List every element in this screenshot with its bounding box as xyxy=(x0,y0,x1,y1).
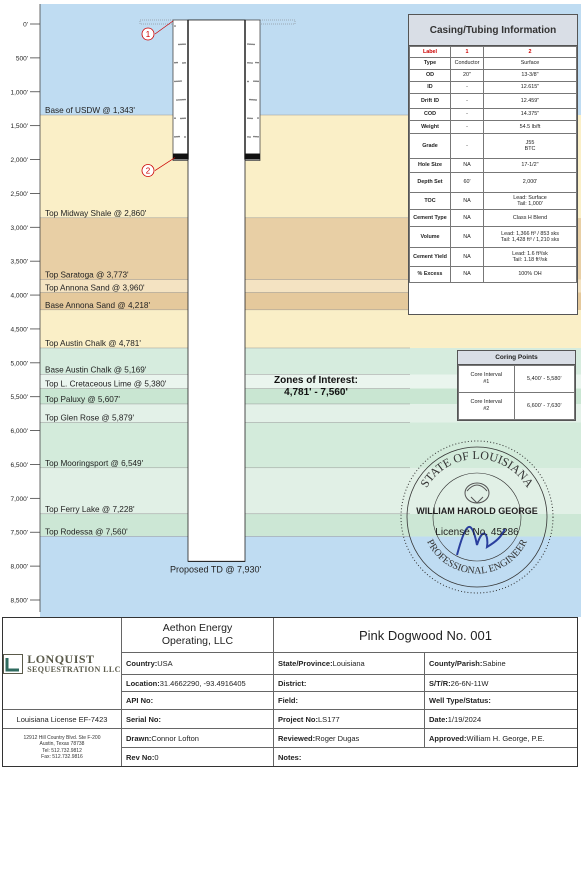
title-block-field xyxy=(122,675,274,692)
field-label: Drawn: xyxy=(126,733,152,743)
casing-col2-value: Lead: Surface Tail: 1,000' xyxy=(484,193,577,210)
coring-points-panel xyxy=(457,350,576,421)
field-label: Reviewed: xyxy=(278,733,316,743)
coring-interval-value: 5,400' - 5,580' xyxy=(514,366,574,393)
field-label: District: xyxy=(278,678,307,688)
zones-of-interest xyxy=(256,375,376,399)
cement-speck xyxy=(253,80,255,82)
casing-row-label: Hole Size xyxy=(410,159,451,173)
formation-label: Top Glen Rose @ 5,879' xyxy=(45,413,135,423)
logo-line1: LONQUIST xyxy=(27,652,95,666)
field-value: Sabine xyxy=(482,659,506,668)
field-label: Approved: xyxy=(429,733,467,743)
depth-tick-label: 4,000' xyxy=(10,292,28,300)
casing-col2-value: 100% OH xyxy=(484,267,577,283)
casing-panel-title: Casing/Tubing Information xyxy=(409,15,577,46)
casing-row-label: Type xyxy=(410,58,451,70)
seal-inner-ring xyxy=(433,473,521,561)
casing-row-label: ID xyxy=(410,82,451,94)
casing-shoe-left xyxy=(173,154,188,160)
cement-speck xyxy=(247,117,249,119)
cement-speck xyxy=(247,136,249,138)
casing-col2-value: 17-1/2" xyxy=(484,159,577,173)
field-label: Date: xyxy=(429,714,448,724)
address-line: 12912 Hill Country Blvd. Ste F-200 xyxy=(23,735,101,741)
cement-speck xyxy=(253,44,255,46)
casing-table xyxy=(409,46,577,283)
casing-row xyxy=(410,267,577,283)
field-label: Rev No: xyxy=(126,752,155,762)
cement-speck xyxy=(251,62,253,64)
seal-license-number: License No. 45286 xyxy=(435,527,519,538)
seal-state-text: STATE OF LOUISIANA xyxy=(417,447,537,490)
title-block-field xyxy=(425,729,577,748)
casing-row xyxy=(410,227,577,248)
casing-row xyxy=(410,58,577,70)
field-value: 26-6N-11W xyxy=(450,678,489,688)
title-block-field xyxy=(274,748,577,766)
coring-panel-title: Coring Points xyxy=(458,351,575,365)
casing-col2-value: 2,000' xyxy=(484,173,577,193)
marker-label: 1 xyxy=(145,30,151,39)
coring-interval-label: Core Interval #2 xyxy=(459,393,515,420)
title-block-field xyxy=(274,692,425,710)
cement-speck xyxy=(255,136,257,138)
coring-row xyxy=(459,366,575,393)
logo-line2: SEQUESTRATION LLC xyxy=(27,664,121,674)
casing-row xyxy=(410,248,577,267)
field-label: County/Parish: xyxy=(429,659,483,668)
casing-col1-value: - xyxy=(451,82,484,94)
zones-range: 4,781' - 7,560' xyxy=(284,387,348,398)
casing-col2-value: 54.5 lb/ft xyxy=(484,121,577,134)
depth-tick-label: 1,000' xyxy=(10,89,28,97)
casing-row xyxy=(410,82,577,94)
coring-table xyxy=(458,365,575,420)
cement-speck xyxy=(255,80,257,82)
marker-label: 2 xyxy=(145,166,151,176)
casing-col1-value: - xyxy=(451,134,484,159)
cement-speck xyxy=(178,99,180,101)
title-block-field xyxy=(274,675,425,692)
company-name: Aethon Energy Operating, LLC xyxy=(122,618,274,653)
formation-label: Base Austin Chalk @ 5,169' xyxy=(45,365,147,375)
casing-row xyxy=(410,173,577,193)
cement-speck xyxy=(182,118,184,120)
casing-row xyxy=(410,193,577,210)
casing-row-label: % Excess xyxy=(410,267,451,283)
casing-shoe-right xyxy=(245,154,260,160)
cement-speck xyxy=(257,136,259,138)
title-block-field xyxy=(122,748,274,766)
casing-col2-value: Class H Blend xyxy=(484,210,577,227)
cement-speck xyxy=(251,43,253,45)
field-value: Connor Lofton xyxy=(151,733,199,743)
casing-row-label: Grade xyxy=(410,134,451,159)
cement-speck xyxy=(176,99,178,101)
field-value: 31.4662290, -93.4916405 xyxy=(159,678,246,688)
cement-speck xyxy=(182,99,184,101)
title-block-field xyxy=(274,653,425,675)
casing-row-label: TOC xyxy=(410,193,451,210)
pelican-emblem-icon xyxy=(465,483,489,503)
license-number: Louisiana License EF-7423 xyxy=(3,710,122,729)
casing-row-label: Volume xyxy=(410,227,451,248)
cement-speck xyxy=(249,117,251,119)
title-block-field xyxy=(425,675,577,692)
formation-label: Top Saratoga @ 3,773' xyxy=(45,270,129,280)
cement-speck xyxy=(176,80,178,82)
formation-label: Top Annona Sand @ 3,960' xyxy=(45,283,145,293)
casing-row xyxy=(410,70,577,82)
field-value: USA xyxy=(157,659,173,668)
title-block-field xyxy=(122,653,274,675)
open-hole xyxy=(188,20,245,561)
formation-label: Top L. Cretaceous Lime @ 5,380' xyxy=(45,379,167,389)
cement-speck xyxy=(247,81,249,83)
field-label: Country: xyxy=(126,659,158,668)
field-value: 0 xyxy=(154,752,159,762)
casing-row-label: OD xyxy=(410,70,451,82)
depth-tick-label: 3,500' xyxy=(10,258,28,266)
title-block-field xyxy=(425,653,577,675)
cement-speck xyxy=(178,80,180,82)
field-label: Location: xyxy=(126,678,160,688)
depth-tick-label: 0' xyxy=(23,21,28,29)
field-label: Project No: xyxy=(278,714,319,724)
company-address xyxy=(3,729,122,766)
casing-col1-value: 20" xyxy=(451,70,484,82)
cement-speck xyxy=(182,43,184,45)
casing-col1-value: - xyxy=(451,109,484,121)
cement-speck xyxy=(251,118,253,120)
cement-speck xyxy=(184,62,186,64)
cement-speck xyxy=(174,81,176,83)
casing-col2-value: 12.459" xyxy=(484,94,577,109)
depth-tick-label: 6,000' xyxy=(10,428,28,436)
casing-row xyxy=(410,159,577,173)
address-line: Tel: 512.732.9812 xyxy=(42,747,82,754)
cement-speck xyxy=(174,62,176,64)
formation-label: Top Austin Chalk @ 4,781' xyxy=(45,338,141,348)
title-block-field xyxy=(122,710,274,729)
casing-row-label: Drift ID xyxy=(410,94,451,109)
cement-speck xyxy=(249,99,251,101)
formation-label: Base Annona Sand @ 4,218' xyxy=(45,300,151,310)
cement-speck xyxy=(174,25,176,27)
cement-speck xyxy=(180,99,182,101)
seal-engineer-name: WILLIAM HAROLD GEORGE xyxy=(416,506,538,516)
cement-speck xyxy=(251,99,253,101)
cement-speck xyxy=(180,118,182,120)
field-value: Louisiana xyxy=(332,659,365,668)
cement-speck xyxy=(184,43,186,45)
casing-col1-value: Conductor xyxy=(451,58,484,70)
depth-tick-label: 5,500' xyxy=(10,394,28,402)
title-block-field xyxy=(425,710,577,729)
cement-speck xyxy=(178,44,180,46)
formation-label: Top Paluxy @ 5,607' xyxy=(45,394,120,404)
td-label: Proposed TD @ 7,930' xyxy=(170,564,262,575)
field-value: William H. George, P.E. xyxy=(466,733,545,743)
depth-tick-label: 7,500' xyxy=(10,529,28,537)
field-value: 1/19/2024 xyxy=(447,714,482,724)
cement-speck xyxy=(247,43,249,45)
casing-tubing-info-panel xyxy=(408,14,578,315)
cement-speck xyxy=(257,81,259,83)
casing-row-label: Weight xyxy=(410,121,451,134)
casing-row xyxy=(410,210,577,227)
casing-row xyxy=(410,121,577,134)
cement-speck xyxy=(178,136,180,138)
formation-label: Top Midway Shale @ 2,860' xyxy=(45,208,147,218)
casing-col1-value: NA xyxy=(451,248,484,267)
cement-speck xyxy=(253,136,255,138)
address-line: Fax: 512.732.9816 xyxy=(41,753,83,760)
casing-col2-value: J55 BTC xyxy=(484,134,577,159)
cement-speck xyxy=(255,99,257,101)
coring-row xyxy=(459,393,575,420)
field-label: API No: xyxy=(126,696,154,705)
cement-speck xyxy=(184,99,186,101)
casing-col1-value: NA xyxy=(451,193,484,210)
cement-speck xyxy=(184,117,186,119)
casing-row xyxy=(410,47,577,58)
coring-interval-value: 6,600' - 7,630' xyxy=(514,393,574,420)
casing-col1-value: - xyxy=(451,94,484,109)
cement-speck xyxy=(182,62,184,64)
field-value: Roger Dugas xyxy=(315,733,360,743)
casing-row xyxy=(410,109,577,121)
engineer-seal xyxy=(397,437,557,597)
depth-tick-label: 8,000' xyxy=(10,563,28,571)
cement-speck xyxy=(255,62,257,64)
project-title: Pink Dogwood No. 001 xyxy=(274,618,577,653)
casing-row xyxy=(410,94,577,109)
cement-speck xyxy=(174,136,176,138)
cement-speck xyxy=(176,62,178,64)
coring-interval-label: Core Interval #1 xyxy=(459,366,515,393)
cement-speck xyxy=(174,117,176,119)
zones-title: Zones of Interest: xyxy=(274,375,358,386)
field-label: Well Type/Status: xyxy=(429,696,491,705)
depth-tick-label: 3,000' xyxy=(10,224,28,232)
depth-tick-label: 1,500' xyxy=(10,123,28,131)
title-block-field xyxy=(274,710,425,729)
field-label: Field: xyxy=(278,696,298,705)
depth-tick-label: 7,000' xyxy=(10,495,28,503)
company-logo xyxy=(3,618,122,710)
cement-speck xyxy=(257,62,259,64)
depth-tick-label: 4,500' xyxy=(10,326,28,334)
depth-tick-label: 500' xyxy=(15,55,28,63)
field-value: LS177 xyxy=(318,714,340,724)
formation-label: Top Ferry Lake @ 7,228' xyxy=(45,504,135,514)
formation-label: Top Mooringsport @ 6,549' xyxy=(45,458,144,468)
seal-profession-text: PROFESSIONAL ENGINEER xyxy=(424,537,530,577)
field-label: Notes: xyxy=(278,752,302,762)
casing-row xyxy=(410,134,577,159)
title-block-field xyxy=(425,692,577,710)
title-block xyxy=(2,617,578,767)
casing-row-label: Cement Yield xyxy=(410,248,451,267)
depth-tick-label: 2,000' xyxy=(10,157,28,165)
formation-label: Top Rodessa @ 7,560' xyxy=(45,527,128,537)
cement-speck xyxy=(257,117,259,119)
casing-col1-value: - xyxy=(451,121,484,134)
casing-col1-value: NA xyxy=(451,210,484,227)
address-line: Austin, Texas 78738 xyxy=(39,741,85,748)
depth-tick-label: 5,000' xyxy=(10,360,28,368)
title-block-field xyxy=(274,729,425,748)
depth-tick-label: 2,500' xyxy=(10,190,28,198)
cement-speck xyxy=(247,62,249,64)
lonquist-logo-icon xyxy=(3,654,23,674)
casing-row-label: Depth Set xyxy=(410,173,451,193)
casing-col2-value: Lead: 1.6 ft³/sk Tail: 1.18 ft³/sk xyxy=(484,248,577,267)
casing-col2-value: Surface xyxy=(484,58,577,70)
casing-col2-value: 2 xyxy=(484,47,577,58)
cement-speck xyxy=(249,43,251,45)
casing-col2-value: Lead: 1,366 ft³ / 853 sks Tail: 1,428 ft³ / 1,210 sks xyxy=(484,227,577,248)
title-block-field xyxy=(122,692,274,710)
field-label: Serial No: xyxy=(126,714,162,724)
cement-speck xyxy=(180,44,182,46)
formation-label: Base of USDW @ 1,343' xyxy=(45,106,135,116)
casing-col1-value: 1 xyxy=(451,47,484,58)
casing-col2-value: 13-3/8" xyxy=(484,70,577,82)
cement-speck xyxy=(249,62,251,64)
casing-col1-value: 60' xyxy=(451,173,484,193)
field-label: State/Province: xyxy=(278,659,333,668)
depth-tick-label: 6,500' xyxy=(10,461,28,469)
casing-col1-value: NA xyxy=(451,159,484,173)
depth-tick-label: 8,500' xyxy=(10,597,28,605)
cement-speck xyxy=(249,136,251,138)
cement-speck xyxy=(176,136,178,138)
casing-col2-value: 12.615" xyxy=(484,82,577,94)
cement-speck xyxy=(184,136,186,138)
casing-col1-value: NA xyxy=(451,267,484,283)
cement-speck xyxy=(180,80,182,82)
casing-row-label: Cement Type xyxy=(410,210,451,227)
casing-col2-value: 14.375" xyxy=(484,109,577,121)
casing-row-label: Label xyxy=(410,47,451,58)
field-label: S/T/R: xyxy=(429,678,451,688)
cement-speck xyxy=(253,99,255,101)
title-block-field xyxy=(122,729,274,748)
casing-col1-value: NA xyxy=(451,227,484,248)
casing-row-label: COD xyxy=(410,109,451,121)
